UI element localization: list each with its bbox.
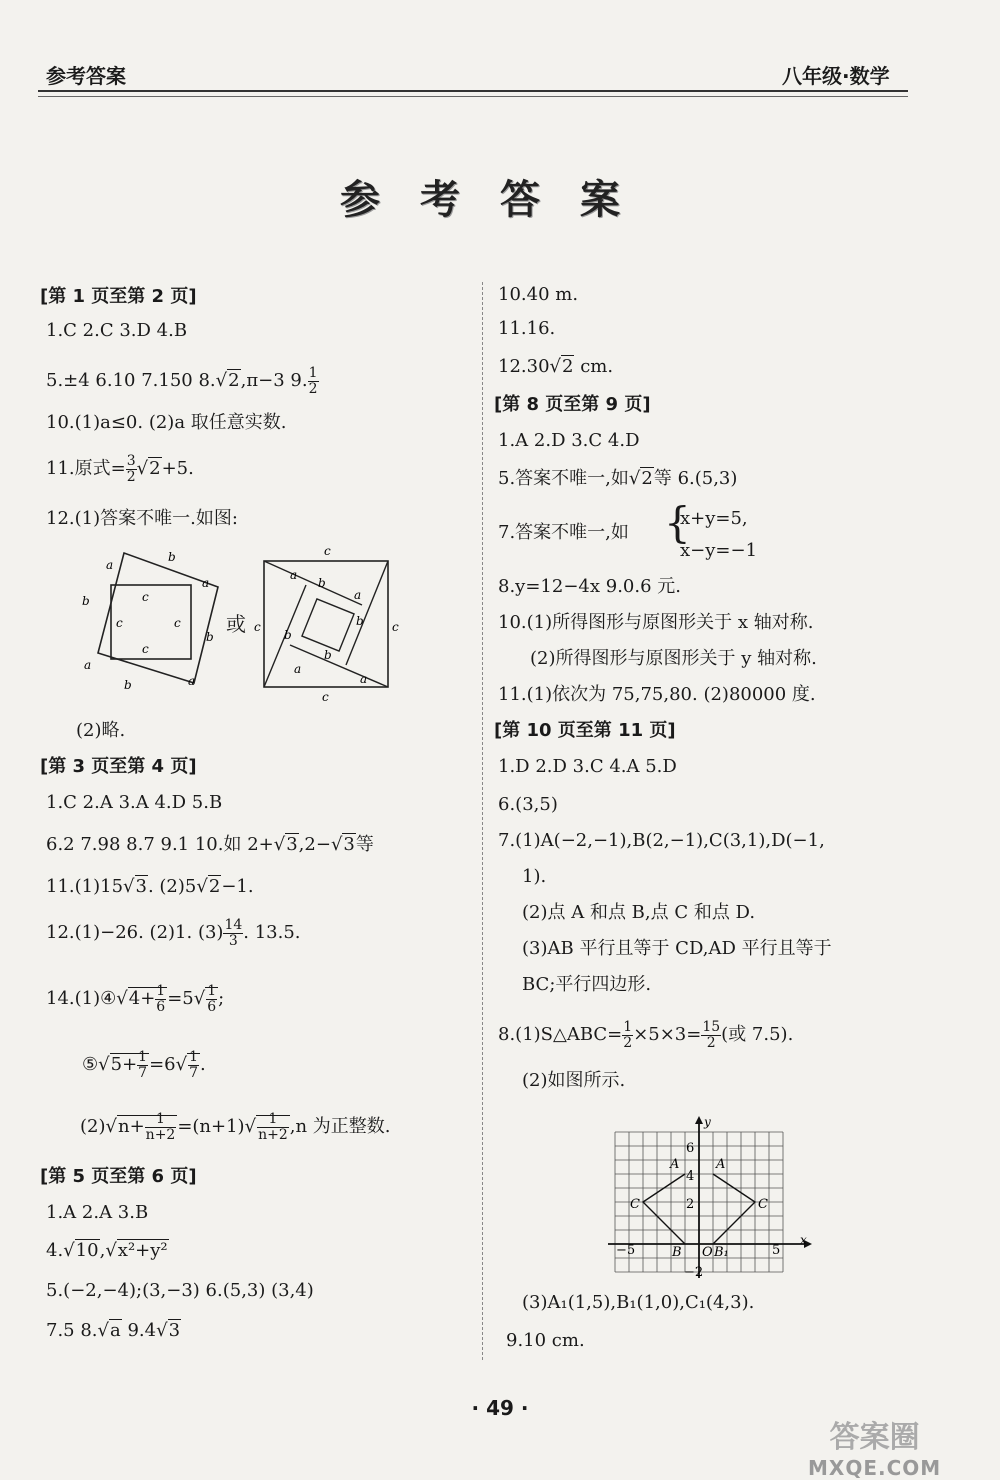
sqrt-radicand: 2 [208, 876, 221, 897]
text: . 13.5. [243, 922, 301, 944]
sqrt-radicand: 2 [562, 356, 574, 377]
fraction [188, 1050, 199, 1080]
text: ,n 为正整数. [289, 1116, 391, 1138]
answer-line: 1.C 2.C 3.D 4.B [46, 320, 188, 341]
answer-line: 6.(3,5) [498, 794, 558, 815]
answer-line: 11.(1)15√3. (2)5√2−1. [46, 876, 254, 897]
equation-1: x+y=5, [680, 508, 748, 529]
denominator: 2 [308, 380, 318, 397]
answer-line: 10.(1)所得图形与原图形关于 x 轴对称. [498, 612, 814, 633]
label-c: c [142, 642, 149, 656]
text: 7.5 8. [46, 1320, 98, 1341]
fraction [126, 454, 137, 484]
denominator: 3 [228, 932, 238, 949]
text: cm. [574, 356, 614, 377]
answer-line: (2)√n+ $\frac{1}{n+2}$ =(n+1)√ $\frac{1}{n+2}$ ,n 为正整数. [80, 1111, 391, 1143]
text: 4+ [128, 988, 156, 1010]
text: 11.原式= [46, 458, 126, 480]
label-c: c [174, 616, 181, 630]
section-heading-p10-11: [第 10 页至第 11 页] [494, 720, 676, 741]
fraction [257, 1112, 289, 1142]
origin-label: O [702, 1245, 713, 1260]
label-c: c [322, 690, 329, 704]
numerator: 1 [138, 1049, 148, 1065]
answer-line: 4.√10,√x²+y² [46, 1240, 168, 1261]
denominator: 2 [623, 1034, 633, 1051]
text: . (2)5 [147, 876, 197, 897]
brace: { [664, 498, 691, 547]
label-c: c [116, 616, 123, 630]
point-c: C [630, 1197, 640, 1212]
label-b: b [356, 614, 364, 628]
text: 11.(1)15 [46, 876, 124, 897]
point-b1: B₁ [714, 1245, 729, 1260]
sqrt-radicand [117, 1111, 177, 1143]
answer-line: 11.原式= $\frac{3}{2}$ √2+5. [46, 453, 194, 485]
text: 等 6.(5,3) [653, 468, 738, 489]
label-c: c [254, 620, 261, 634]
numerator: 1 [207, 983, 217, 999]
answer-line: 14.(1)④√4+ $\frac{1}{6}$ =5√ $\frac{1}{6}$ ; [46, 983, 225, 1015]
text: 12.(1)−26. (2)1. (3) [46, 922, 224, 944]
point-c1: C [758, 1197, 768, 1212]
denominator: 7 [189, 1064, 199, 1081]
answer-line: 1.D 2.D 3.C 4.A 5.D [498, 756, 677, 777]
sqrt-radicand: 2 [228, 370, 240, 392]
label-b: b [168, 550, 176, 564]
answer-line: 5.(−2,−4);(3,−3) 6.(5,3) (3,4) [46, 1280, 314, 1301]
page-title: 参考答案 [340, 177, 660, 223]
text: (2) [80, 1116, 106, 1138]
answer-line: (3)A₁(1,5),B₁(1,0),C₁(4,3). [522, 1292, 755, 1313]
text: −1. [221, 876, 254, 897]
numerator: 1 [308, 365, 318, 381]
numerator: 1 [257, 1112, 289, 1128]
answer-line: 12.(1)答案不唯一.如图: [46, 508, 238, 529]
tick-neg5: −5 [616, 1243, 636, 1258]
numerator: 1 [623, 1019, 633, 1035]
denominator: n+2 [258, 1126, 288, 1143]
answer-line: 7.5 8.√a 9.4√3 [46, 1320, 181, 1341]
or-label: 或 [226, 612, 246, 636]
watermark-logo: 答案圈 [829, 1420, 920, 1455]
answer-line: (2)所得图形与原图形关于 y 轴对称. [530, 648, 817, 669]
answer-line: (2)略. [76, 720, 126, 741]
tick-6: 6 [686, 1141, 695, 1156]
header-rule [38, 90, 908, 92]
answer-line [498, 1020, 793, 1050]
sqrt-radicand [187, 1049, 200, 1081]
header-rule-thin [38, 96, 908, 97]
triangle-a1b1c1 [713, 1174, 755, 1244]
sqrt-radicand: 10 [75, 1240, 99, 1261]
fraction [155, 984, 166, 1014]
text: 等 [355, 834, 374, 855]
section-heading-p8-9: [第 8 页至第 9 页] [494, 394, 651, 415]
sqrt-radicand: x²+y² [117, 1240, 168, 1261]
answer-line: 7.答案不唯一,如 [498, 522, 629, 543]
label-a: a [294, 662, 302, 676]
fraction [622, 1020, 633, 1050]
answer-line: 12.30√2 cm. [498, 356, 614, 377]
triangle-abc [643, 1174, 685, 1244]
text: 12.30 [498, 356, 550, 377]
answer-line: (2)点 A 和点 B,点 C 和点 D. [522, 902, 756, 923]
answer-line: 11.16. [498, 318, 556, 339]
label-b: b [82, 594, 90, 608]
text: 9.4 [121, 1320, 157, 1341]
point-a: A [670, 1157, 680, 1172]
tilted-square-figure [70, 545, 230, 700]
text: 6.2 7.98 8.7 9.1 10.如 2+ [46, 834, 274, 855]
sqrt-radicand [110, 1049, 149, 1081]
text: ×5×3= [633, 1024, 702, 1046]
answer-line: 6.2 7.98 8.7 9.1 10.如 2+√3,2−√3等 [46, 834, 374, 855]
sqrt-radicand: 3 [135, 876, 147, 897]
answer-line: BC;平行四边形. [522, 974, 652, 995]
fraction [701, 1020, 721, 1050]
sqrt-radicand: a [110, 1320, 121, 1341]
text: ,π−3 9. [240, 370, 308, 392]
label-a: a [290, 568, 298, 582]
fraction [206, 984, 217, 1014]
answer-line: 10.(1)a≤0. (2)a 取任意实数. [46, 412, 287, 433]
answer-line [46, 918, 301, 948]
text: =6 [149, 1054, 176, 1076]
equation-2: x−y=−1 [680, 540, 758, 561]
label-a: a [106, 558, 114, 572]
numerator: 14 [224, 917, 243, 933]
label-a: a [202, 576, 210, 590]
answer-line: (2)如图所示. [522, 1070, 626, 1091]
sqrt-radicand [205, 983, 218, 1015]
label-b: b [124, 678, 132, 692]
tick-2: 2 [686, 1197, 695, 1212]
sqrt-radicand: 3 [286, 834, 298, 855]
outer-square [264, 561, 388, 687]
text: =5 [167, 988, 194, 1010]
fraction [223, 918, 243, 948]
tick-4: 4 [686, 1169, 695, 1184]
text: +5. [161, 458, 194, 480]
text: ⑤ [82, 1054, 99, 1076]
y-axis-label: y [704, 1115, 711, 1129]
header-left: 参考答案 [46, 64, 126, 88]
denominator: 2 [706, 1034, 716, 1051]
answer-line: 7.(1)A(−2,−1),B(2,−1),C(3,1),D(−1, [498, 830, 825, 851]
fraction [145, 1112, 177, 1142]
text: 5.答案不唯一,如 [498, 468, 629, 489]
numerator: 1 [145, 1112, 177, 1128]
answer-line: 1.A 2.D 3.C 4.D [498, 430, 640, 451]
sqrt-radicand [128, 983, 167, 1015]
answer-line: 11.(1)依次为 75,75,80. (2)80000 度. [498, 684, 816, 705]
sqrt-radicand: 2 [149, 458, 161, 480]
answer-line: 10.40 m. [498, 284, 579, 305]
label-b: b [324, 648, 332, 662]
label-a: a [354, 588, 362, 602]
answer-line: 9.10 cm. [506, 1330, 585, 1351]
label-b: b [318, 576, 326, 590]
page-number: · 49 · [471, 1396, 529, 1420]
label-b: b [206, 630, 214, 644]
text: ; [218, 988, 225, 1010]
answer-line: 5.答案不唯一,如√2等 6.(5,3) [498, 468, 738, 489]
label-a: a [360, 672, 368, 686]
fraction [308, 366, 319, 396]
numerator: 3 [126, 453, 136, 469]
text: 4. [46, 1240, 64, 1261]
text: (或 7.5). [721, 1024, 794, 1046]
sqrt-radicand: 3 [168, 1320, 181, 1341]
text: =(n+1) [177, 1116, 245, 1138]
point-b: B [672, 1245, 682, 1260]
numerator: 15 [702, 1019, 721, 1035]
section-heading-p3-4: [第 3 页至第 4 页] [40, 756, 197, 777]
section-heading-p5-6: [第 5 页至第 6 页] [40, 1166, 197, 1187]
denominator: n+2 [145, 1126, 176, 1143]
section-heading-p1-2: [第 1 页至第 2 页] [40, 286, 197, 307]
numerator: 1 [189, 1049, 199, 1065]
answer-line: ⑤√5+ $\frac{1}{7}$ =6√ $\frac{1}{7}$ . [82, 1049, 206, 1081]
denominator: 7 [138, 1064, 148, 1081]
column-divider [482, 282, 483, 1360]
answer-line: 8.y=12−4x 9.0.6 元. [498, 576, 681, 597]
label-c: c [142, 590, 149, 604]
text: 5+ [110, 1054, 138, 1076]
answer-line: 1). [522, 866, 547, 887]
label-c: c [324, 545, 331, 558]
fraction [137, 1050, 148, 1080]
text: ,2− [298, 834, 331, 855]
sqrt-radicand: 2 [641, 468, 653, 489]
watermark-url: MXQE.COM [808, 1456, 942, 1480]
text: 14.(1)④ [46, 988, 117, 1010]
denominator: 6 [207, 998, 217, 1015]
watermark [808, 1412, 941, 1480]
inscribed-square-figure [250, 545, 410, 705]
sqrt-radicand: 3 [343, 834, 355, 855]
answer-line: 5.±4 6.10 7.150 8.√2,π−3 9. $\frac{1}{2}$ [46, 365, 318, 397]
coordinate-grid-figure [600, 1112, 815, 1282]
answer-line: 1.A 2.A 3.B [46, 1202, 149, 1223]
denominator: 6 [156, 998, 166, 1015]
denominator: 2 [126, 468, 136, 485]
text: n+ [117, 1116, 145, 1138]
point-a1: A [716, 1157, 726, 1172]
text: . [200, 1054, 206, 1076]
label-a: a [84, 658, 92, 672]
x-axis-label: x [800, 1233, 807, 1247]
label-b: b [284, 628, 292, 642]
label-c: c [392, 620, 399, 634]
text: , [99, 1240, 106, 1261]
tick-neg2: −2 [684, 1265, 704, 1280]
label-a: a [188, 674, 196, 688]
tick-5: 5 [772, 1243, 781, 1258]
text: 8.(1)S△ABC= [498, 1024, 623, 1046]
sqrt-radicand [256, 1111, 290, 1143]
header-right: 八年级·数学 [782, 64, 890, 88]
numerator: 1 [156, 983, 166, 999]
text: 5.±4 6.10 7.150 8. [46, 370, 216, 392]
answer-line: (3)AB 平行且等于 CD,AD 平行且等于 [522, 938, 832, 959]
answer-line: 1.C 2.A 3.A 4.D 5.B [46, 792, 223, 813]
